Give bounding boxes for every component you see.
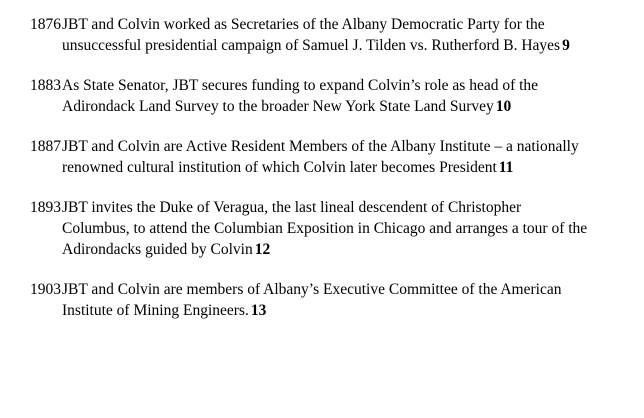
entry-reference: 10 xyxy=(495,98,512,115)
list-item xyxy=(10,75,634,117)
list-item xyxy=(10,279,634,321)
entry-body: As State Senator, JBT secures funding to expand Colvin’s role as head of the Adirondack Land Survey to the broader New York State Land Survey xyxy=(62,77,539,115)
list-item xyxy=(10,14,634,56)
entry-text xyxy=(62,279,592,321)
entry-reference: 11 xyxy=(498,159,514,176)
entry-text xyxy=(62,75,592,117)
entry-text xyxy=(62,136,592,178)
entry-text xyxy=(62,14,592,56)
list-item xyxy=(10,136,634,178)
entry-year: 1903 xyxy=(30,281,61,298)
entry-body: JBT and Colvin are Active Resident Members of the Albany Institute – a nationally renowned cultural institution of which Colvin later becomes President xyxy=(62,138,579,176)
entry-year: 1887 xyxy=(30,138,61,155)
entry-body: JBT invites the Duke of Veragua, the last lineal descendent of Christopher Columbus, to attend the Columbian Exposition in Chicago and arranges a tour of the Adirondacks guided by Colvin xyxy=(62,199,588,258)
entry-year: 1893 xyxy=(30,199,61,216)
entry-reference: 12 xyxy=(254,241,271,258)
entry-text xyxy=(62,197,592,260)
entry-body: JBT and Colvin are members of Albany’s Executive Committee of the American Institute of Mining Engineers. xyxy=(62,281,562,319)
entry-year: 1883 xyxy=(30,77,61,94)
entry-year: 1876 xyxy=(30,16,61,33)
entry-reference: 9 xyxy=(562,37,570,54)
entry-reference: 13 xyxy=(250,302,267,319)
entry-body: JBT and Colvin worked as Secretaries of the Albany Democratic Party for the unsuccessful presidential campaign of Samuel J. Tilden vs. Rutherford B. Hayes xyxy=(62,16,561,54)
list-item xyxy=(10,197,634,260)
